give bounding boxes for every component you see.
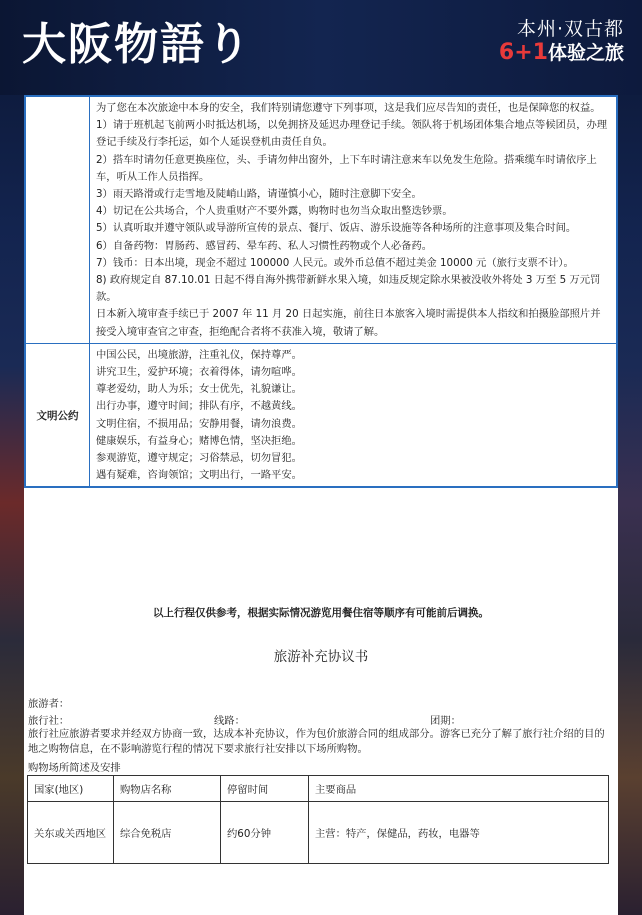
content-sheet xyxy=(24,95,618,915)
background-photo-right xyxy=(618,0,642,915)
package-prefix: 6+1 xyxy=(498,40,548,65)
notice-item: 2）搭车时请勿任意更换座位，头、手请勿伸出窗外，上下车时请注意来车以免发生危险。搭乘缆车时请依序上车，听从工作人员指挥。 xyxy=(96,153,597,183)
background-photo-left xyxy=(0,0,24,915)
package-subtitle xyxy=(499,38,624,65)
notice-item: 8) 政府规定自 87.10.01 日起不得自海外携带新鲜水果入境，如违反规定除水果被没收外将处 3 万至 5 万元罚款。 xyxy=(96,274,601,304)
header-banner xyxy=(0,0,642,95)
table-cell: 关东或关西地区 xyxy=(28,802,114,864)
table-cell: 综合免税店 xyxy=(114,802,221,864)
table-cell: 约60分钟 xyxy=(221,802,309,864)
table-row xyxy=(28,802,609,864)
route-label: 线路： xyxy=(214,715,245,727)
shopping-table xyxy=(27,775,609,864)
notice-item: 6）自备药物：胃肠药、感冒药、晕车药、私人习惯性药物或个人必备药。 xyxy=(96,239,433,252)
agency-label: 旅行社： xyxy=(28,715,70,727)
notice-item: 4）切记在公共场合，个人贵重财产不要外露，购物时也勿当众取出整迭钞票。 xyxy=(96,205,453,218)
column-header: 停留时间 xyxy=(221,776,309,802)
column-header: 主要商品 xyxy=(309,776,609,802)
safety-notice-row xyxy=(26,97,616,344)
civility-label: 文明公约 xyxy=(26,344,90,487)
notice-table xyxy=(24,95,618,488)
route-subtitle: 本州·双古都 xyxy=(516,18,624,40)
package-suffix: 体验之旅 xyxy=(547,42,624,64)
agreement-intro: 旅行社应旅游者要求并经双方协商一致，达成本补充协议，作为包价旅游合同的组成部分。游客已充分了解了旅行社介绍的目的地之购物信息，在不影响游览行程的情况下要求旅行社安排以下场所购物。 xyxy=(28,728,605,755)
civility-line: 讲究卫生，爱护环境；衣着得体，请勿喧哗。 xyxy=(96,366,302,379)
notice-item: 3）雨天路滑或行走雪地及陡峭山路，请谨慎小心，随时注意脚下安全。 xyxy=(96,188,422,201)
notice-item: 1）请于班机起飞前两小时抵达机场，以免拥挤及延迟办理登记手续。领队将于机场团体集合地点等候团员，办理登记手续及行李托运，如个人延误登机由责任自负。 xyxy=(96,119,608,149)
column-header: 国家(地区) xyxy=(28,776,114,802)
page-title: 大阪物語り xyxy=(22,19,252,70)
group-date-label: 团期： xyxy=(430,715,461,727)
notice-item: 5）认真听取并遵守领队或导游所宣传的景点、餐厅、饭店、游乐设施等各种场所的注意事项及集合时间。 xyxy=(96,222,577,235)
civility-line: 出行办事，遵守时间；排队有序，不越黄线。 xyxy=(96,400,302,413)
notice-item: 日本新入境审查手续已于 2007 年 11 月 20 日起实施，前往日本旅客入境时需提供本人指纹和拍摄脸部照片并接受入境审查官之审查，拒绝配合者将不获准入境，敬请了解。 xyxy=(96,308,601,338)
safety-notice-body xyxy=(90,97,616,343)
civility-line: 遇有疑难，咨询领馆；文明出行，一路平安。 xyxy=(96,469,302,482)
civility-row xyxy=(26,344,616,487)
notice-item: 为了您在本次旅途中本身的安全，我们特别请您遵守下列事项，这是我们应尽告知的责任，也是保障您的权益。 xyxy=(96,102,601,114)
traveler-label: 旅游者： xyxy=(28,698,70,710)
civility-line: 健康娱乐，有益身心；赌博色情，坚决拒绝。 xyxy=(96,434,302,447)
itinerary-note: 以上行程仅供参考，根据实际情况游览用餐住宿等顺序有可能前后调换。 xyxy=(153,607,489,619)
table-header-row xyxy=(28,776,609,802)
civility-body xyxy=(90,344,616,487)
civility-line: 尊老爱幼，助人为乐；女士优先，礼貌谦让。 xyxy=(96,383,302,396)
civility-line: 中国公民，出境旅游，注重礼仪，保持尊严。 xyxy=(96,348,302,361)
table-cell: 主营：特产，保健品，药妆，电器等 xyxy=(309,802,609,864)
civility-line: 文明住宿，不损用品；安静用餐，请勿浪费。 xyxy=(96,417,302,430)
civility-line: 参观游览，遵守规定；习俗禁忌，切勿冒犯。 xyxy=(96,452,302,465)
agreement-title: 旅游补充协议书 xyxy=(273,649,369,665)
shop-caption: 购物场所简述及安排 xyxy=(28,762,121,774)
safety-notice-label xyxy=(26,97,90,343)
column-header: 购物店名称 xyxy=(114,776,221,802)
notice-item: 7）钱币：日本出境，现金不超过 100000 人民元。或外币总值不超过美金 10000 元（旅行支票不计）。 xyxy=(96,256,574,269)
